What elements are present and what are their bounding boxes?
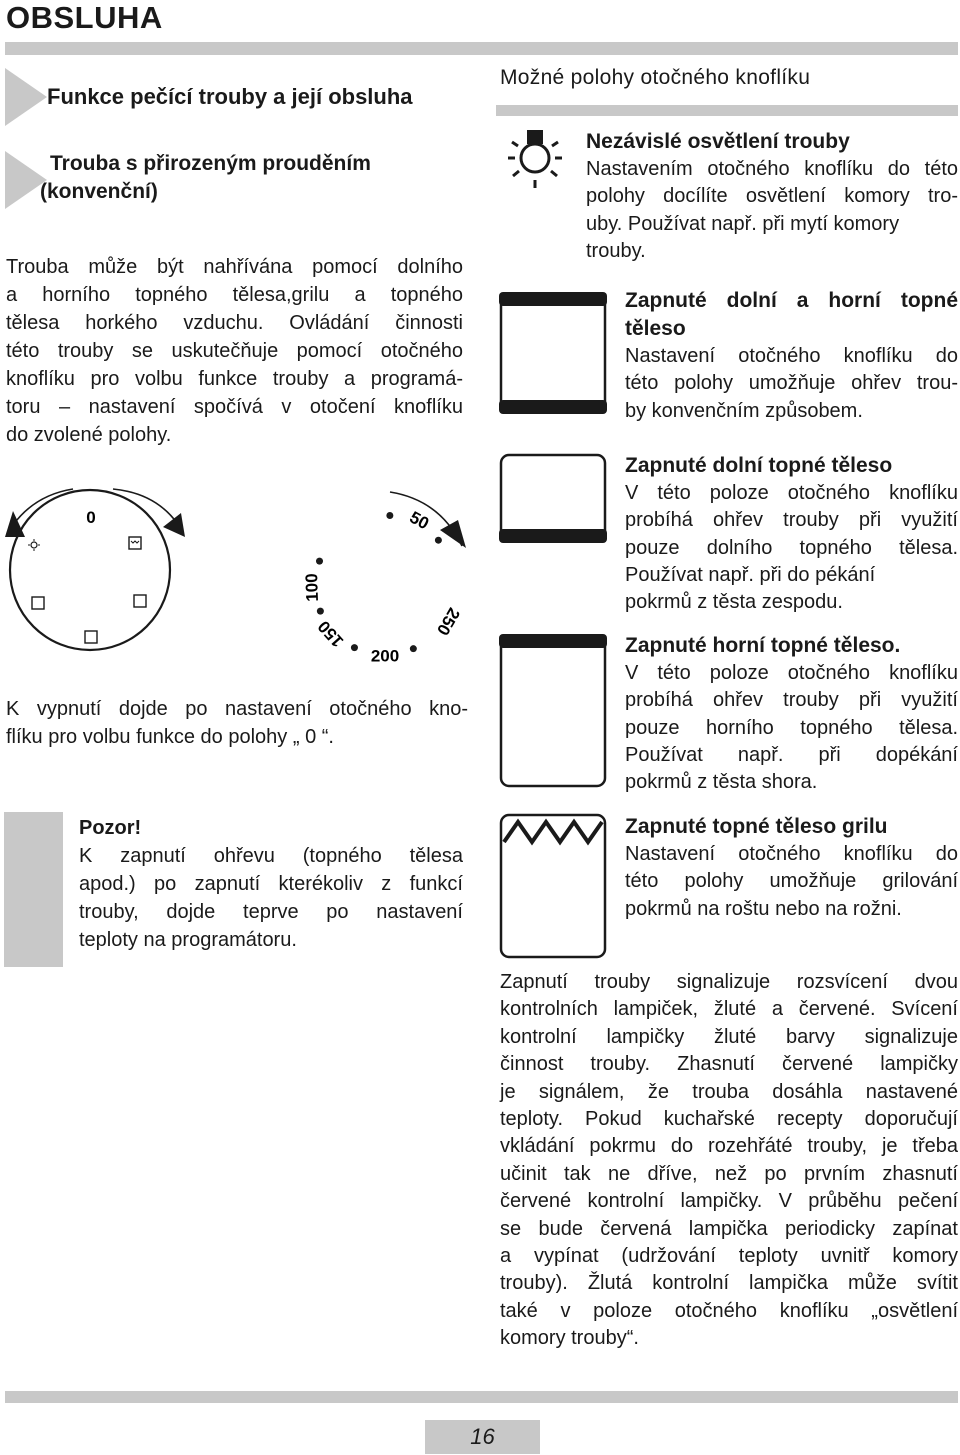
intro-line: tělesa horkého vzduchu. Ovládání činnosti	[6, 312, 463, 334]
subsection-title-line1: Trouba s přirozeným prouděním	[50, 152, 371, 175]
conventional-mini-icon	[85, 631, 97, 643]
temp-label: 100	[302, 573, 323, 603]
warning-marker	[4, 812, 63, 967]
lamp-line: komory trouby“.	[500, 1327, 639, 1350]
intro-line: této trouby se uskutečňuje pomocí otočného	[6, 340, 463, 362]
mode-top-bottom	[625, 287, 958, 425]
temp-dot	[317, 608, 324, 615]
lamp-line: je signálem, že trouba dosáhla nastavené	[500, 1080, 958, 1103]
section-marker	[5, 68, 47, 126]
positions-heading: Možné polohy otočného knoflíku	[500, 66, 811, 89]
lamp-line: také v poloze otočného knoflíku „osvětlení	[500, 1299, 958, 1322]
bottom-heat-icon	[498, 452, 610, 547]
mode-light	[586, 128, 958, 265]
header-rule	[5, 42, 958, 55]
lamp-paragraph	[500, 969, 958, 1353]
warning-title: Pozor!	[79, 817, 142, 839]
temp-label: 50	[406, 507, 433, 534]
positions-heading-rule	[496, 105, 958, 116]
mode-title: Nezávislé osvětlení trouby	[586, 130, 850, 153]
mode-line: V této poloze otočného knoflíku	[625, 662, 958, 684]
knob-zero-label: 0	[86, 508, 96, 527]
page-title: OBSLUHA	[6, 0, 163, 35]
rotate-right-arrow-icon	[163, 513, 185, 537]
oven-light-icon	[498, 128, 578, 198]
mode-line: polohy docílíte osvětlení komory tro-	[586, 185, 958, 208]
lamp-line: vkládání pokrmu do rozehřáté trouby, je třeba	[500, 1135, 958, 1158]
mode-line: Nastavení otočného knoflíku do	[625, 345, 958, 367]
temp-dot	[386, 512, 393, 519]
temp-dot	[410, 645, 417, 652]
intro-line: knoflíku pro volbu funkce trouby a programá-	[6, 368, 463, 390]
intro-line: do zvolené polohy.	[6, 424, 172, 446]
intro-paragraph	[6, 253, 463, 449]
temp-labels	[302, 508, 464, 666]
mode-line: Používat např. při do pékání	[625, 563, 876, 586]
temp-label: 150	[314, 616, 348, 651]
top-heat-mini-icon	[134, 595, 146, 607]
temperature-knob-diagram	[290, 490, 470, 670]
subsection-title-line2: (konvenční)	[40, 180, 158, 203]
mode-title: Zapnuté dolní topné těleso	[625, 454, 893, 477]
lamp-line: kontrolní lampičky žluté barvy signalizuje	[500, 1025, 958, 1048]
top-bottom-heat-icon	[498, 288, 610, 418]
temp-dot	[316, 558, 323, 565]
mode-line: by konvenčním způsobem.	[625, 399, 863, 422]
off-line: flíku pro volbu funkce do polohy „ 0 “.	[6, 726, 334, 748]
mode-grill	[625, 813, 958, 923]
off-line: K vypnutí dojde po nastavení otočného kno-	[6, 698, 468, 720]
mode-bottom	[625, 452, 958, 616]
top-heat-icon	[498, 630, 610, 790]
temp-label: 250	[432, 604, 464, 639]
mode-line: V této poloze otočného knoflíku	[625, 482, 958, 504]
mode-line: této polohy umožňuje ohřev trou-	[625, 372, 958, 395]
warning-block	[79, 814, 463, 954]
mode-line: Nastavení otočného knoflíku do	[625, 843, 958, 865]
page-number: 16	[425, 1420, 540, 1454]
mode-line: probíhá ohřev trouby při využití	[625, 689, 958, 712]
lamp-line: trouby). Žlutá kontrolní lampička může svítit	[500, 1272, 958, 1295]
lamp-line: a vypínat (udržování teploty uvnitř komory	[500, 1245, 958, 1268]
footer-rule	[5, 1391, 958, 1403]
lamp-line: teploty. Pokud kuchařské recepty doporučují	[500, 1108, 958, 1131]
mode-line: uby. Používat např. při mytí komory	[586, 212, 900, 235]
mode-title: Zapnuté topné těleso grilu	[625, 815, 888, 838]
grill-mini-icon	[129, 537, 141, 549]
intro-line: toru – nastavení spočívá v otočení knoflíku	[6, 396, 463, 418]
rotate-arrow-icon	[440, 520, 466, 548]
mode-top	[625, 632, 958, 796]
warning-line: teploty na programátoru.	[79, 929, 297, 951]
mode-line: pokrmů z těsta shora.	[625, 771, 818, 794]
mode-line: této polohy umožňuje grilování	[625, 870, 958, 893]
lamp-line: červené kontrolní lampičky. V průběhu pečení	[500, 1190, 958, 1213]
temp-dot	[435, 537, 442, 544]
intro-line: Trouba může být nahřívána pomocí dolního	[6, 256, 463, 278]
mode-line: pokrmů na roštu nebo na rožni.	[625, 897, 902, 920]
function-knob-diagram	[5, 485, 205, 685]
mode-line: pokrmů z těsta zespodu.	[625, 591, 843, 614]
light-mini-icon	[28, 539, 40, 551]
mode-line: Nastavením otočného knoflíku do této	[586, 158, 958, 180]
intro-line: a horního topného tělesa,grilu a topného	[6, 284, 463, 306]
off-instruction	[6, 695, 468, 751]
temp-label: 200	[370, 646, 400, 666]
mode-line: Používat např. při dopékání	[625, 743, 958, 766]
grill-icon	[498, 812, 610, 962]
section-title: Funkce pečící trouby a její obsluha	[47, 84, 413, 109]
lamp-line: se bude červená lampička periodicky zapínat	[500, 1217, 958, 1240]
warning-line: trouby, dojde teprve po nastavení	[79, 901, 463, 923]
mode-line: trouby.	[586, 239, 646, 262]
lamp-line: učinit tak ne dříve, než po prvním zhasnutí	[500, 1162, 958, 1185]
mode-title: těleso	[625, 317, 686, 340]
temp-dot	[351, 644, 358, 651]
warning-line: K zapnutí ohřevu (topného tělesa	[79, 845, 463, 867]
mode-line: probíhá ohřev trouby při využití	[625, 509, 958, 532]
lamp-line: činnost trouby. Zhasnutí červené lampičky	[500, 1053, 958, 1076]
mode-title: Zapnuté dolní a horní topné	[625, 289, 958, 312]
warning-line: apod.) po zapnutí kterékoliv z funkcí	[79, 873, 463, 895]
mode-title: Zapnuté horní topné těleso.	[625, 634, 901, 657]
mode-line: pouze dolního topného tělesa.	[625, 536, 958, 559]
lamp-line: Zapnutí trouby signalizuje rozsvícení dvou	[500, 971, 958, 993]
bottom-heat-mini-icon	[32, 597, 44, 609]
mode-line: pouze horního topného tělesa.	[625, 716, 958, 739]
lamp-line: kontrolních lampiček, žluté a červené. Svícení	[500, 998, 958, 1021]
